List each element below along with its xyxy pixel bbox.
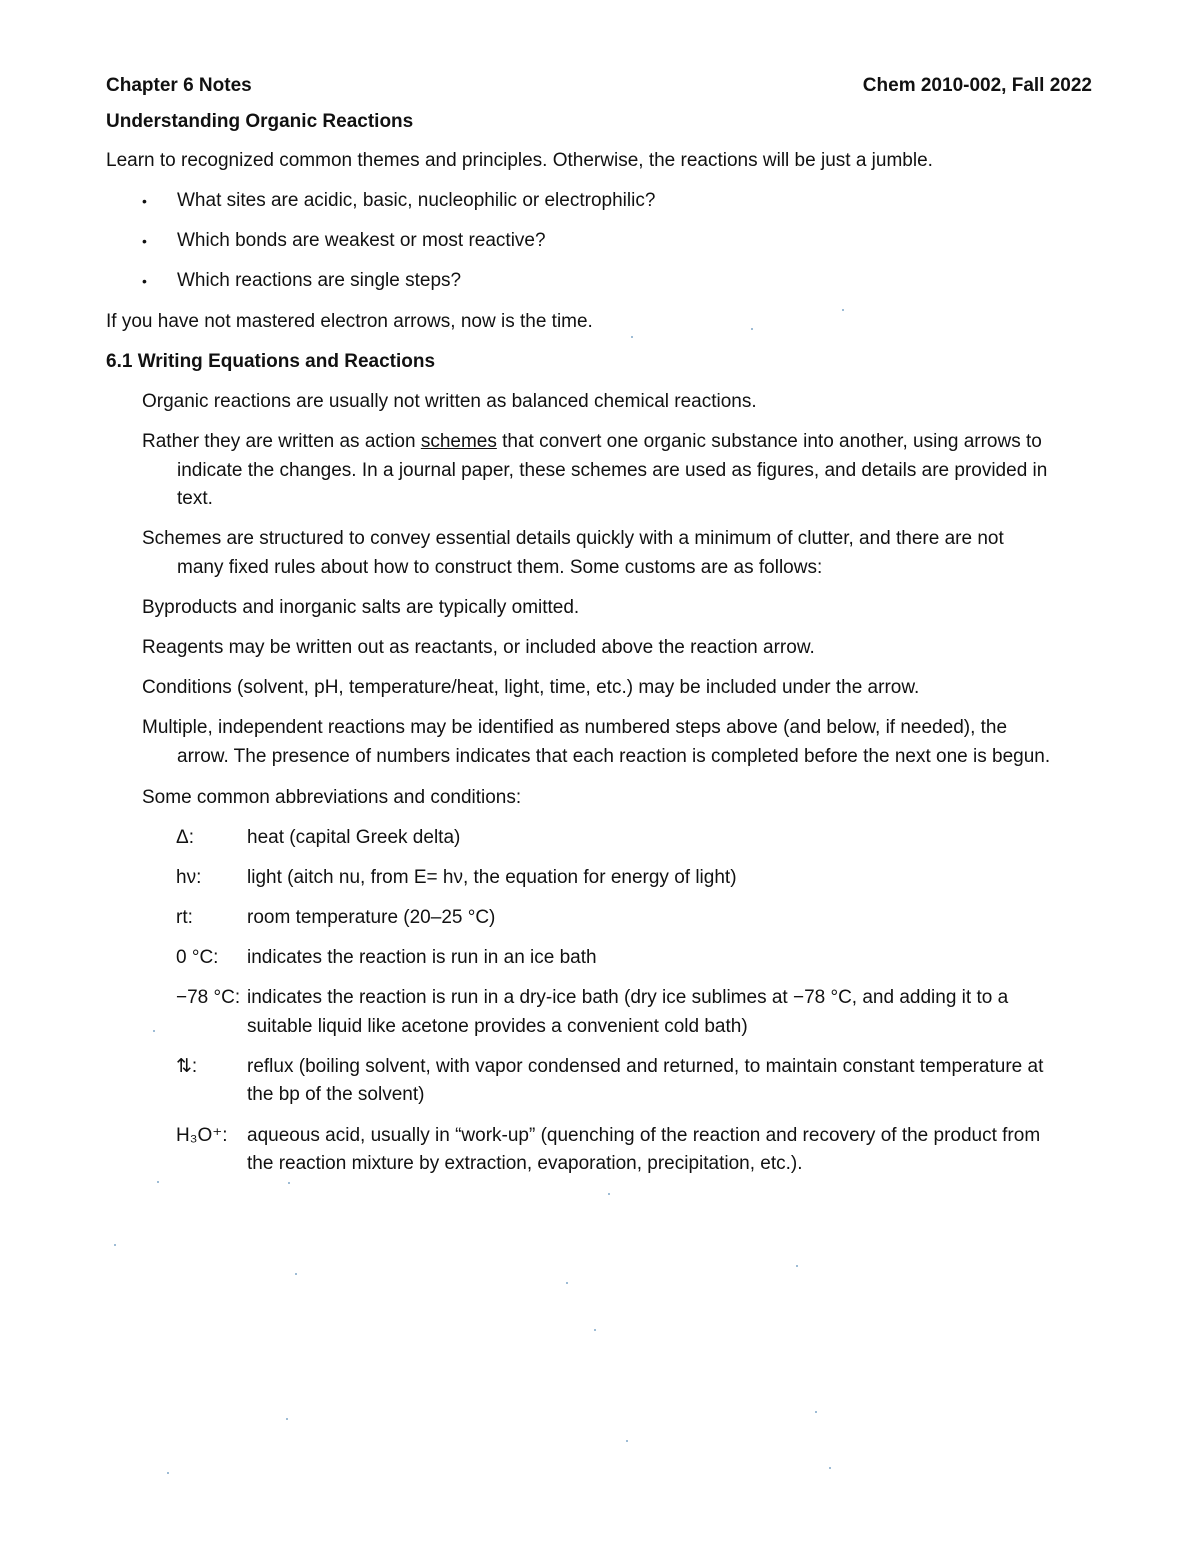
schemes-text-a: Rather they are written as action [142,431,421,452]
abbrev-term: hν: [176,867,202,888]
abbrev-definition: room temperature (20–25 °C) [247,907,496,928]
scan-speck [815,1411,817,1413]
scan-speck [295,1273,297,1275]
paragraph-abbrev-intro: Some common abbreviations and conditions: [142,787,522,808]
abbrev-definition: heat (capital Greek delta) [247,827,461,848]
scan-speck [608,1193,610,1195]
subsection-title: Writing Equations and Reactions [137,351,436,372]
abbrev-term: rt: [176,907,193,928]
scan-speck [594,1329,596,1331]
scan-speck [631,336,633,338]
abbrev-term: H₃O⁺: [176,1125,228,1146]
abbrev-definition-continued: the reaction mixture by extraction, evaporation, precipitation, etc.). [247,1153,803,1174]
scan-speck [626,1440,628,1442]
header-chapter-title: Chapter 6 Notes [106,75,252,96]
scan-speck [153,1030,155,1032]
abbrev-term: 0 °C: [176,947,219,968]
abbrev-definition-continued: suitable liquid like acetone provides a convenient cold bath) [247,1016,748,1037]
schemes-underlined-word: schemes [420,431,497,452]
scan-speck [829,1467,831,1469]
subsection-number: 6.1 [106,351,133,372]
intro-paragraph: Learn to recognized common themes and principles. Otherwise, the reactions will be just a jumble. [106,150,933,171]
header-course-info: Chem 2010-002, Fall 2022 [862,75,1092,96]
bullet-text: Which reactions are single steps? [177,270,462,291]
abbrev-definition: indicates the reaction is run in an ice bath [247,947,597,968]
electron-arrows-note: If you have not mastered electron arrows, now is the time. [106,311,593,332]
paragraph-balanced: Organic reactions are usually not written as balanced chemical reactions. [142,391,757,412]
abbrev-definition: light (aitch nu, from E= hν, the equation for energy of light) [247,867,737,888]
section-title: Understanding Organic Reactions [106,111,414,132]
subsection-heading [106,350,435,374]
paragraph-byproducts: Byproducts and inorganic salts are typically omitted. [142,597,580,618]
abbrev-term: −78 °C: [176,987,241,1008]
abbrev-term: ⇅: [176,1056,198,1077]
bullet-text: What sites are acidic, basic, nucleophilic or electrophilic? [177,190,656,211]
abbrev-definition: indicates the reaction is run in a dry-ice bath (dry ice sublimes at −78 °C, and adding it to a [247,987,1009,1008]
paragraph-structure-line1: Schemes are structured to convey essential details quickly with a minimum of clutter, and there are not [142,528,1004,549]
abbrev-definition-continued: the bp of the solvent) [247,1084,425,1105]
scan-speck [288,1182,290,1184]
scan-speck [286,1418,288,1420]
scan-speck [751,328,753,330]
bullet-icon: • [142,233,147,249]
abbrev-definition: reflux (boiling solvent, with vapor condensed and returned, to maintain constant temperature at [247,1056,1044,1077]
bullet-text: Which bonds are weakest or most reactive? [177,230,546,251]
paragraph-multiple-line2: arrow. The presence of numbers indicates that each reaction is completed before the next one is begun. [177,746,1051,767]
abbrev-term: Δ: [176,827,194,848]
paragraph-schemes-line1 [142,430,1042,454]
paragraph-schemes-line3: text. [177,488,213,509]
scan-speck [566,1282,568,1284]
bullet-icon: • [142,193,147,209]
schemes-text-b: that convert one organic substance into another, using arrows to [496,431,1042,452]
scan-speck [842,309,844,311]
bullet-icon: • [142,273,147,289]
scan-speck [157,1181,159,1183]
paragraph-reagents: Reagents may be written out as reactants, or included above the reaction arrow. [142,637,815,658]
paragraph-schemes-line2: indicate the changes. In a journal paper, these schemes are used as figures, and details are provided in [177,460,1048,481]
paragraph-multiple-line1: Multiple, independent reactions may be identified as numbered steps above (and below, if needed), the [142,717,1008,738]
scan-speck [167,1472,169,1474]
scan-speck [114,1244,116,1246]
paragraph-structure-line2: many fixed rules about how to construct them. Some customs are as follows: [177,557,823,578]
paragraph-conditions: Conditions (solvent, pH, temperature/heat, light, time, etc.) may be included under the arrow. [142,677,920,698]
abbrev-definition: aqueous acid, usually in “work-up” (quenching of the reaction and recovery of the product from [247,1125,1041,1146]
scan-speck [796,1265,798,1267]
